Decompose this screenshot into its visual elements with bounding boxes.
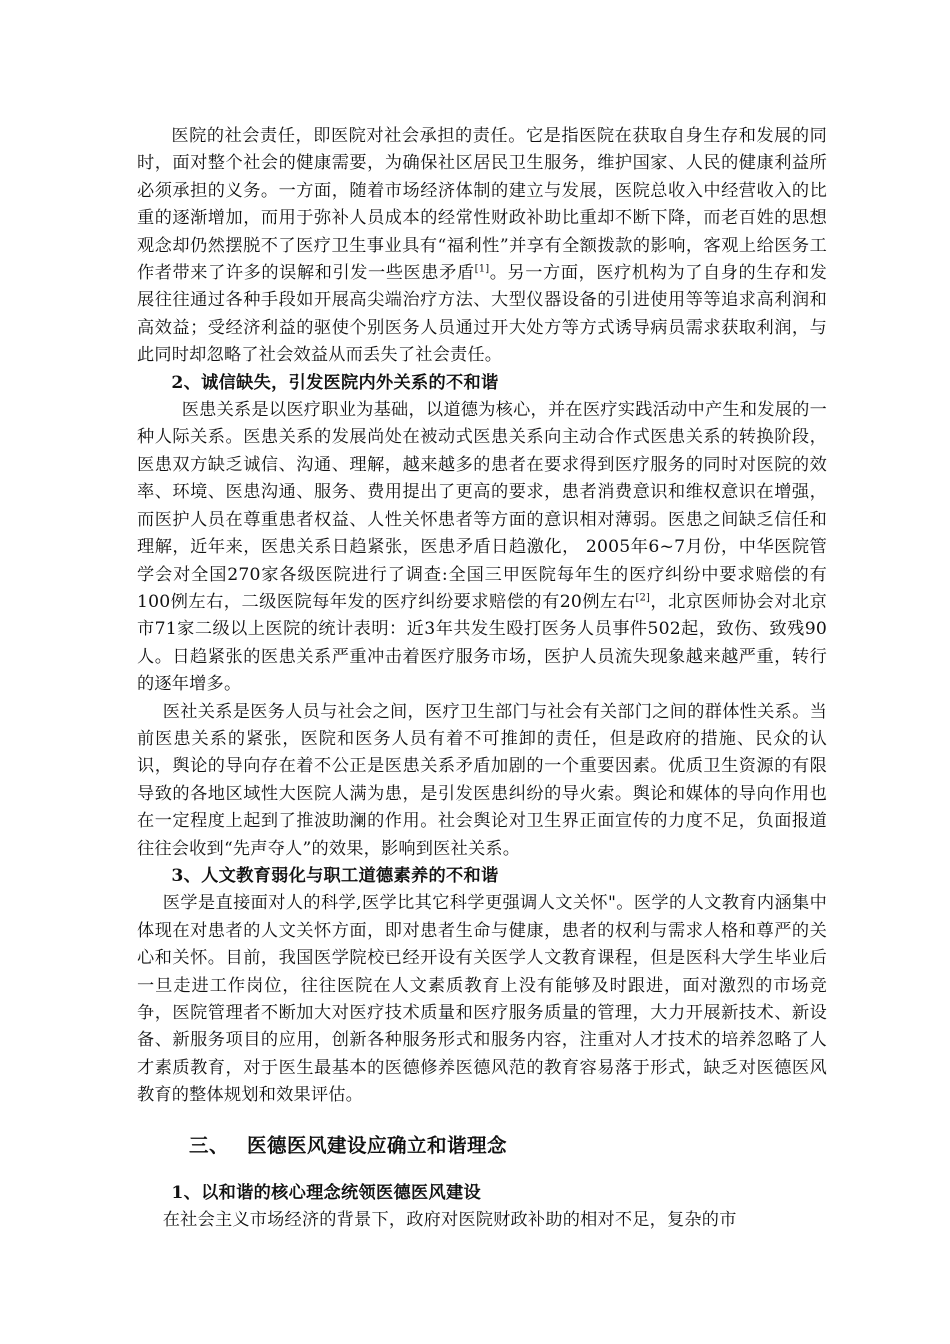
- paragraph-hospital-society-relations: 医社关系是医务人员与社会之间，医疗卫生部门与社会有关部门之间的群体性关系。当前医患关系的紧张，医院和医务人员有着不可推卸的责任，但是政府的措施、民众的认识，舆论的导向存在着不公正是医患关系矛盾加剧的一个重要因素。优质卫生资源的有限导致的各地区域性大医院人满为患，是引发医患纠纷的导火索。舆论和媒体的导向作用也在一定程度上起到了推波助澜的作用。社会舆论对卫生界正面宣传的力度不足，负面报道往往会收到“先声夺人”的效果，影响到医社关系。: [137, 701, 827, 859]
- paragraph-hospital-social-responsibility: [137, 123, 827, 370]
- document-body: [137, 123, 827, 1234]
- subheading-humanities-education: 3、人文教育弱化与职工道德素养的不和谐: [171, 865, 499, 886]
- citation-ref-1: [1]: [474, 263, 490, 275]
- subheading-harmony-core-concept: 1、以和谐的核心理念统领医德医风建设: [171, 1182, 481, 1203]
- paragraph-doctor-patient-relations: [137, 397, 827, 698]
- paragraph-humanities-education: 医学是直接面对人的科学,医学比其它科学更强调人文关怀"。医学的人文教育内涵集中体现在对患者的人文关怀方面，即对患者生命与健康，患者的权利与需求人格和尊严的关心和关怀。目前，我国医学院校已经开设有关医学人文教育课程，但是医科大学生毕业后一旦走进工作岗位，往往医院在人文素质教育上没有能够及时跟进，面对激烈的市场竞争，医院管理者不断加大对医疗技术质量和医疗服务质量的管理，大力开展新技术、新设备、新服务项目的应用，创新各种服务形式和服务内容，注重对人才技术的培养忽略了人才素质教育，对于医生最基本的医德修养医德风范的教育容易落于形式，缺乏对医德医风教育的整体规划和效果评估。: [137, 893, 827, 1106]
- subheading-integrity-lacking: 2、诚信缺失，引发医院内外关系的不和谐: [171, 372, 499, 393]
- paragraph-text: 。另一方面，医疗机构为了自身的生存和发展往往通过各种手段如开展高尖端治疗方法、大型仪器设备的引进使用等等追求高利润和高效益；受经济利益的驱使个别医务人员通过开大处方等方式诱导病员需求获取利润，与此同时却忽略了社会效益从而丢失了社会责任。: [137, 263, 827, 366]
- section-title-text: 医德医风建设应确立和谐理念: [247, 1133, 508, 1157]
- section-heading: [137, 1132, 827, 1160]
- paragraph-text: 医患关系是以医疗职业为基础，以道德为核心，并在医疗实践活动中产生和发展的一种人际关系。医患关系的发展尚处在被动式医患关系向主动合作式医患关系的转换阶段，医患双方缺乏诚信、沟通、理解，越来越多的患者在要求得到医疗服务的同时对医院的效率、环境、医患沟通、服务、费用提出了更高的要求，患者消费意识和维权意识在增强，而医护人员在尊重患者权益、人性关怀患者等方面的意识相对薄弱。医患之间缺乏信任和理解，近年来，医患关系日趋紧张，医患矛盾日趋激化， 2005年6~7月份，中华医院管学会对全国270家各级医院进行了调查:全国三甲医院每年生的医疗纠纷中要求赔偿的有100例左右，二级医院每年发的医疗纠纷要求赔偿的有20例左右: [137, 400, 827, 612]
- paragraph-market-economy: 在社会主义市场经济的背景下，政府对医院财政补助的相对不足，复杂的市: [162, 1210, 737, 1231]
- paragraph-text: ，北京医师协会对北京市71家二级以上医院的统计表明：近3年共发生殴打医务人员事件502起，致伤、致残90人。日趋紧张的医患关系严重冲击着医疗服务市场，医护人员流失现象越来越严重，转行的逐年增多。: [137, 591, 827, 695]
- citation-ref-2: [2]: [635, 592, 651, 604]
- paragraph-text: 医院的社会责任，即医院对社会承担的责任。它是指医院在获取自身生存和发展的同时，面对整个社会的健康需要，为确保社区居民卫生服务，维护国家、人民的健康利益所必须承担的义务。一方面，随着市场经济体制的建立与发展，医院总收入中经营收入的比重的逐渐增加，而用于弥补人员成本的经常性财政补助比重却不断下降，而老百姓的思想观念却仍然摆脱不了医疗卫生事业具有“福利性”并享有全额拨款的影响，客观上给医务工作者带来了许多的误解和引发一些医患矛盾: [137, 126, 827, 284]
- section-number: 三、: [189, 1133, 230, 1157]
